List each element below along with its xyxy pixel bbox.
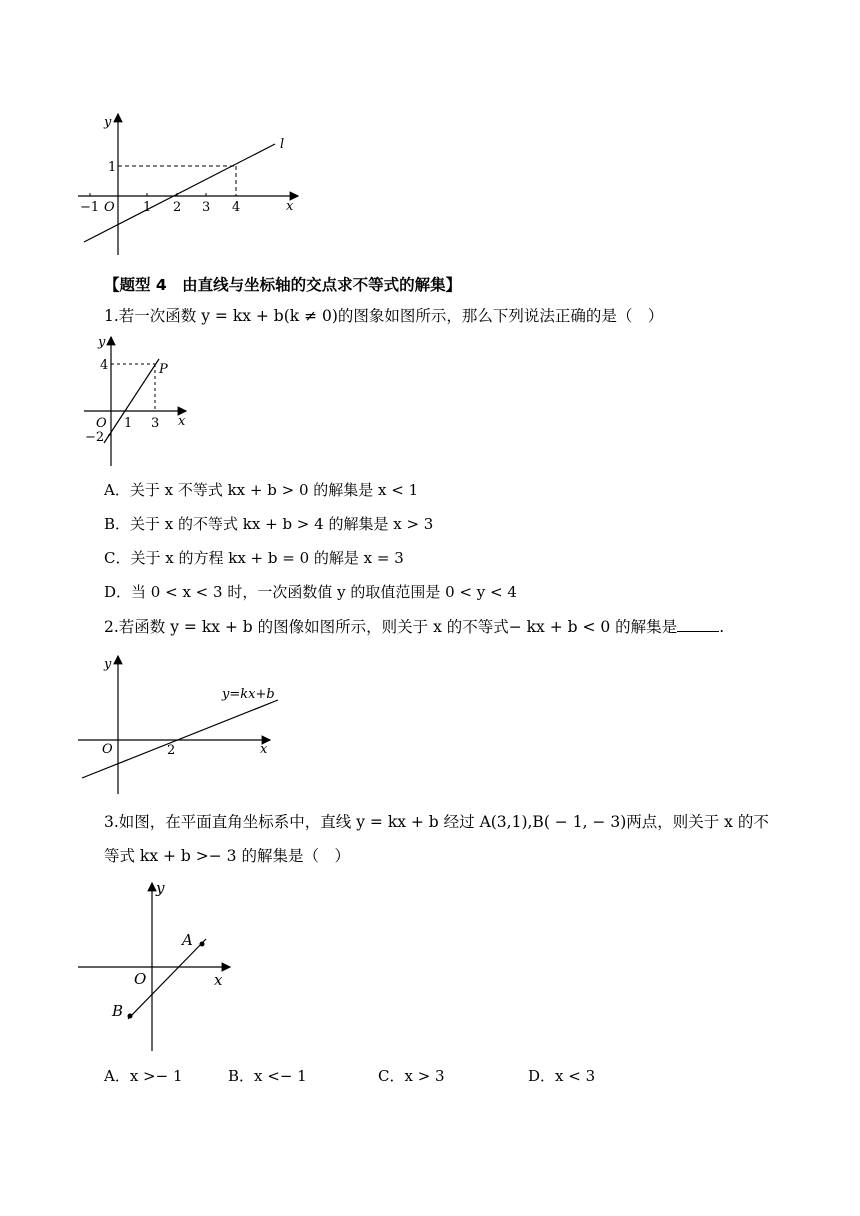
x-tick-label: −1 — [80, 200, 100, 215]
q3-option-a[interactable]: A．x >− 1 — [104, 1067, 183, 1085]
axis-label-y: y — [98, 335, 106, 350]
x-tick-label: 2 — [173, 200, 182, 215]
figure-q3 — [74, 879, 234, 1054]
axis-label-y: y — [104, 657, 112, 672]
point-label-a: A — [182, 931, 193, 949]
figure-q2 — [74, 652, 284, 797]
question-2-text: 2.若函数 y = kx + b 的图像如图所示，则关于 x 的不等式− kx + b < 0 的解集是 — [104, 618, 678, 636]
graph-line — [84, 144, 275, 242]
q1-option-b[interactable]: B．关于 x 的不等式 kx + b > 4 的解集是 x > 3 — [104, 515, 434, 533]
q3-option-b[interactable]: B．x <− 1 — [228, 1067, 307, 1085]
point-label-p: P — [159, 362, 168, 377]
answer-blank[interactable] — [677, 615, 719, 632]
x-tick-label: 4 — [232, 200, 241, 215]
figure-line-l — [70, 110, 300, 260]
axis-label-x: x — [260, 742, 268, 757]
figure-q1 — [84, 333, 194, 468]
y-tick-label: −2 — [85, 430, 105, 445]
point-a — [200, 942, 205, 947]
line-label: y=kx+b — [222, 687, 275, 702]
x-tick-label: 3 — [151, 416, 160, 431]
graph-line — [82, 700, 278, 778]
section-heading: 【题型 4 由直线与坐标轴的交点求不等式的解集】 — [104, 276, 462, 294]
question-3-stem-line1: 3.如图，在平面直角坐标系中，直线 y = kx + b 经过 A(3,1),B( − 1, − 3)两点，则关于 x 的不 — [104, 813, 769, 831]
origin-label: O — [96, 416, 107, 431]
question-2-stem — [104, 615, 724, 638]
point-label-b: B — [112, 1002, 124, 1020]
point-b — [128, 1014, 133, 1019]
axis-label-y: y — [104, 115, 112, 130]
x-tick-label: 1 — [143, 200, 152, 215]
q3-option-d[interactable]: D．x < 3 — [528, 1067, 596, 1085]
q1-option-d[interactable]: D．当 0 < x < 3 时，一次函数值 y 的取值范围是 0 < y < 4 — [104, 583, 517, 601]
axis-label-y: y — [156, 879, 165, 897]
origin-label: O — [134, 970, 147, 988]
q3-option-c[interactable]: C．x > 3 — [378, 1067, 445, 1085]
y-tick-label: 4 — [100, 358, 109, 373]
axis-label-x: x — [178, 414, 186, 429]
x-tick-label: 3 — [202, 200, 211, 215]
question-2-end: . — [719, 618, 725, 636]
axis-label-x: x — [214, 971, 223, 989]
y-tick-label: 1 — [108, 160, 117, 175]
x-tick-label: 1 — [124, 416, 133, 431]
origin-label: O — [102, 742, 113, 757]
axis-label-x: x — [286, 199, 294, 214]
q1-option-c[interactable]: C．关于 x 的方程 kx + b = 0 的解是 x = 3 — [104, 549, 404, 567]
line-label: l — [280, 137, 285, 152]
question-3-stem-line2: 等式 kx + b >− 3 的解集是（ ） — [104, 847, 350, 865]
q1-option-a[interactable]: A．关于 x 不等式 kx + b > 0 的解集是 x < 1 — [104, 481, 419, 499]
x-tick-label: 2 — [167, 743, 176, 758]
question-1-stem: 1.若一次函数 y = kx + b(k ≠ 0)的图象如图所示，那么下列说法正确的是（ ） — [104, 307, 664, 325]
origin-label: O — [104, 200, 115, 215]
